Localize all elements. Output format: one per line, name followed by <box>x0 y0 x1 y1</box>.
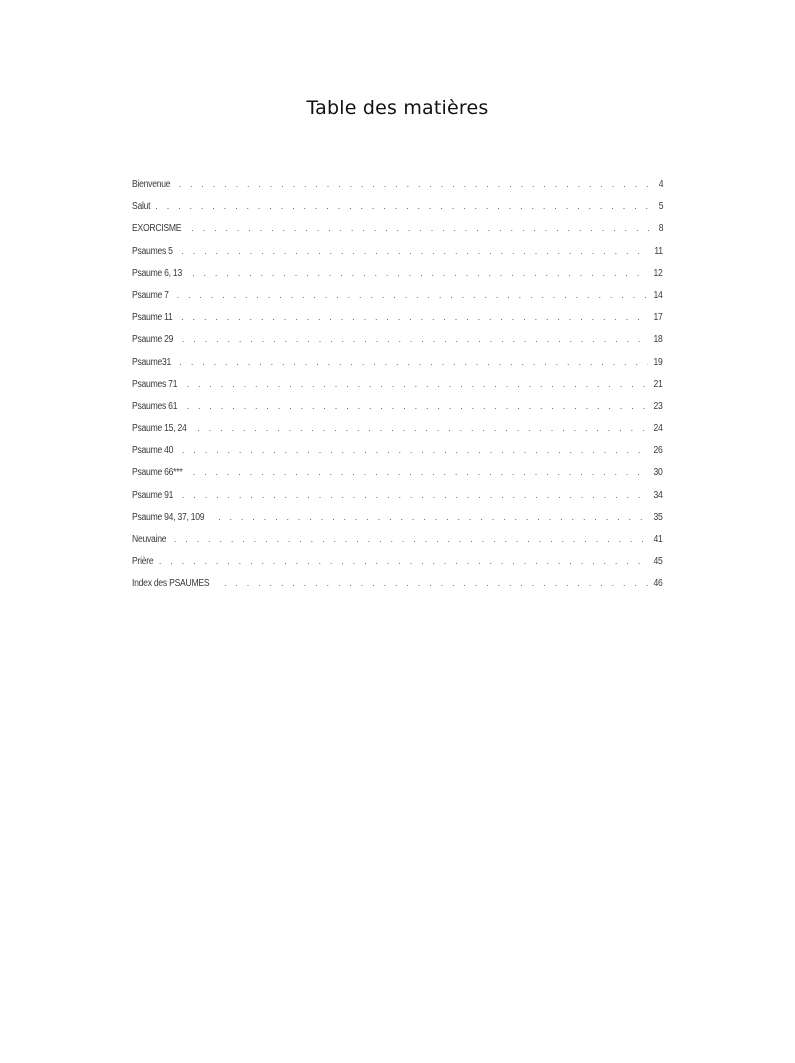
dot-leader <box>177 290 649 300</box>
toc-entry-label: Psaumes 5 <box>132 245 173 257</box>
toc-entry-label: Psaume31 <box>132 356 172 368</box>
dot-leader <box>187 401 649 411</box>
dot-leader <box>182 334 649 344</box>
toc-entry-page-number: 5 <box>658 201 663 213</box>
toc-entry-page-number: 34 <box>653 489 663 501</box>
toc-entry-page-number: 19 <box>653 356 663 368</box>
toc-entry[interactable] <box>132 467 663 489</box>
dot-leader <box>182 445 649 455</box>
toc-entry-page-number: 30 <box>653 467 663 479</box>
toc-entry[interactable] <box>132 490 663 512</box>
dot-leader <box>179 179 654 189</box>
toc-entry-label: Bienvenue <box>132 179 171 190</box>
dot-leader <box>191 223 653 233</box>
toc-entry-label: Psaumes 71 <box>132 378 178 390</box>
dot-leader <box>182 490 649 500</box>
dot-leader <box>155 201 653 211</box>
toc-entry-page-number: 4 <box>658 179 663 190</box>
toc-entry-label: Psaume 91 <box>132 489 174 501</box>
dot-leader <box>174 534 649 544</box>
dot-leader <box>187 379 649 389</box>
toc-entry[interactable] <box>132 201 663 223</box>
toc-entry[interactable] <box>132 512 663 534</box>
dot-leader <box>224 578 649 588</box>
toc-entry-label: Psaume 40 <box>132 445 174 457</box>
toc-entry[interactable] <box>132 401 663 423</box>
toc-entry-page-number: 11 <box>654 245 663 257</box>
toc-entry-page-number: 35 <box>653 511 663 523</box>
toc-entry[interactable] <box>132 379 663 401</box>
toc-entry-page-number: 45 <box>653 556 663 568</box>
toc-entry[interactable] <box>132 268 663 290</box>
toc-entry[interactable] <box>132 445 663 467</box>
dot-leader <box>192 268 648 278</box>
dot-leader <box>193 467 649 477</box>
toc-entry-label: Index des PSAUMES <box>132 578 210 590</box>
toc-entry-label: Psaume 6, 13 <box>132 267 182 279</box>
dot-leader <box>197 423 648 433</box>
page-title: Table des matières <box>306 97 489 119</box>
toc-entry-page-number: 21 <box>653 378 663 390</box>
toc-entry[interactable] <box>132 534 663 556</box>
dot-leader <box>218 512 648 522</box>
toc-entry[interactable] <box>132 357 663 379</box>
toc-entry-page-number: 26 <box>653 445 663 457</box>
toc-entry[interactable] <box>132 556 663 578</box>
toc-entry-page-number: 17 <box>653 312 663 324</box>
toc-entry-label: EXORCISME <box>132 223 182 235</box>
toc-entry[interactable] <box>132 423 663 445</box>
toc-entry[interactable] <box>132 334 663 356</box>
toc-entry-page-number: 41 <box>653 534 663 545</box>
toc-entry[interactable] <box>132 290 663 312</box>
table-of-contents <box>132 179 663 601</box>
toc-entry-page-number: 18 <box>653 334 663 346</box>
toc-entry-label: Psaume 11 <box>132 312 173 324</box>
dot-leader <box>179 357 648 367</box>
toc-entry-label: Psaumes 61 <box>132 400 178 412</box>
toc-entry-page-number: 14 <box>653 289 663 301</box>
toc-entry-label: Salut <box>132 201 151 213</box>
toc-entry[interactable] <box>132 179 663 201</box>
toc-entry-page-number: 46 <box>653 578 663 590</box>
toc-entry-label: Psaume 15, 24 <box>132 423 187 435</box>
toc-entry-label: Psaume 29 <box>132 334 174 346</box>
toc-entry-page-number: 12 <box>653 267 663 279</box>
dot-leader <box>181 246 649 256</box>
toc-entry-page-number: 24 <box>653 423 663 435</box>
toc-entry-label: Psaume 94, 37, 109 <box>132 511 205 523</box>
toc-entry-page-number: 23 <box>653 400 663 412</box>
toc-entry[interactable] <box>132 578 663 600</box>
toc-entry-label: Psaume 66*** <box>132 467 183 479</box>
toc-entry[interactable] <box>132 246 663 268</box>
dot-leader <box>159 556 649 566</box>
toc-entry[interactable] <box>132 312 663 334</box>
toc-entry-label: Psaume 7 <box>132 289 169 301</box>
toc-entry-page-number: 8 <box>658 223 663 235</box>
dot-leader <box>181 312 648 322</box>
toc-entry-label: Prière <box>132 556 154 568</box>
toc-entry[interactable] <box>132 223 663 245</box>
toc-entry-label: Neuvaine <box>132 534 167 545</box>
